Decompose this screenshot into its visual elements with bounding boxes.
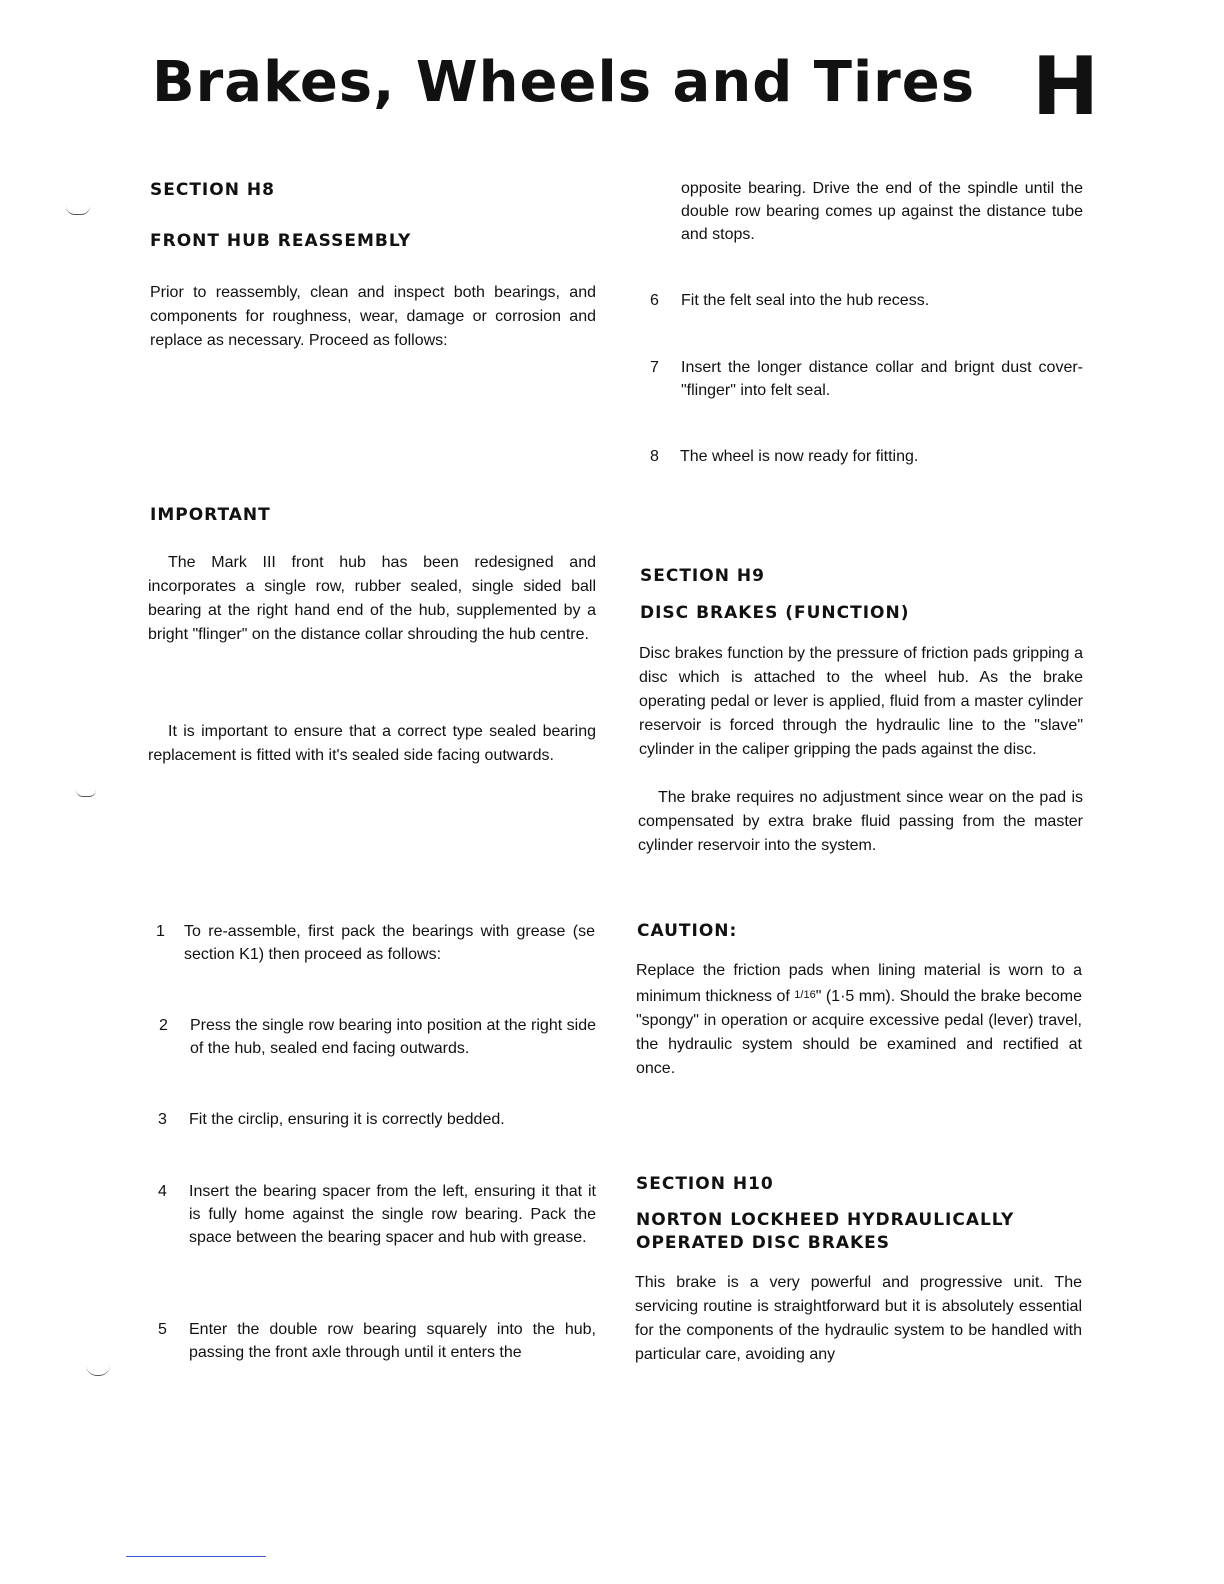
step-text: Fit the circlip, ensuring it is correctly bedded. [189, 1111, 505, 1128]
step-4 [158, 1180, 596, 1276]
step-7 [650, 356, 1083, 404]
norton-lockheed-paragraph: This brake is a very powerful and progressive unit. The servicing routine is straightforward but it is absolutely essential for the components of the hydraulic system to be handled with particular care, avoiding any [635, 1274, 1082, 1363]
caution-text-end: " (1·5 mm). Should the brake become "spongy" in operation or acquire excessive pedal (lever) travel, the hydraulic system should be examined and rectified at once. [636, 988, 1082, 1077]
step-number: 5 [158, 1321, 167, 1338]
norton-lockheed-heading-line-1: NORTON LOCKHEED HYDRAULICALLY [636, 1210, 1015, 1230]
step-text: The wheel is now ready for fitting. [680, 448, 919, 465]
step-8 [650, 445, 1083, 469]
section-h8-heading: SECTION H8 [150, 180, 275, 200]
disc-brakes-function-heading: DISC BRAKES (FUNCTION) [640, 603, 910, 623]
important-paragraph-1: The Mark III front hub has been redesigned and incorporates a single row, rubber sealed, single sided ball bearing at the right hand end of the hub, supplemented by a bright "flinger" on the distance collar shrouding the hub centre. [148, 554, 596, 643]
section-h10-heading: SECTION H10 [636, 1174, 774, 1194]
page-title: Brakes, Wheels and Tires [152, 50, 976, 115]
step-number: 1 [156, 923, 165, 940]
fraction-1-16: 1/16 [794, 989, 816, 1001]
step-2 [159, 1014, 596, 1062]
important-paragraph-2: It is important to ensure that a correct type sealed bearing replacement is fitted with it's sealed side facing outwards. [148, 723, 596, 764]
step-5 [158, 1318, 596, 1366]
norton-lockheed-heading-line-2: OPERATED DISC BRAKES [636, 1233, 890, 1253]
scan-mark [66, 206, 90, 215]
step-number: 2 [159, 1017, 168, 1034]
important-heading: IMPORTANT [150, 505, 271, 525]
step-text: Insert the bearing spacer from the left, ensuring it that it is fully home against the single row bearing. Pack the space between the bearing spacer and hub with grease. [189, 1183, 596, 1246]
scan-mark [86, 1365, 110, 1376]
bottom-rule [126, 1556, 266, 1557]
section-h9-heading: SECTION H9 [640, 566, 765, 586]
step-text: Fit the felt seal into the hub recess. [681, 292, 930, 309]
scan-mark [76, 790, 96, 797]
step-number: 6 [650, 292, 659, 309]
step-6 [650, 289, 1083, 313]
step-text: Press the single row bearing into position at the right side of the hub, sealed end facing outwards. [190, 1017, 596, 1057]
front-hub-reassembly-heading: FRONT HUB REASSEMBLY [150, 231, 412, 251]
step-number: 4 [158, 1183, 167, 1200]
disc-brakes-paragraph-1: Disc brakes function by the pressure of friction pads gripping a disc which is attached to the wheel hub. As the brake operating pedal or lever is applied, fluid from a master cylinder reservoir is forced through the hydraulic line to the "slave" cylinder in the caliper gripping the pads against the disc. [639, 645, 1083, 758]
step-text: To re-assemble, first pack the bearings with grease (se section K1) then proceed as follows: [184, 923, 595, 963]
step-number: 8 [650, 448, 659, 465]
step-3 [158, 1108, 596, 1132]
caution-text-start: Replace the friction pads when lining material is worn to a minimum thickness of [636, 962, 1082, 1005]
chapter-letter: H [1032, 40, 1099, 133]
step-number: 7 [650, 359, 659, 376]
step-number: 3 [158, 1111, 167, 1128]
caution-paragraph [636, 959, 1082, 1081]
disc-brakes-paragraph-2: The brake requires no adjustment since wear on the pad is compensated by extra brake fluid passing from the master cylinder reservoir into the system. [638, 789, 1083, 854]
step-1 [156, 920, 596, 968]
step-text: Enter the double row bearing squarely into the hub, passing the front axle through until it enters the [189, 1321, 596, 1361]
caution-heading: CAUTION: [637, 921, 738, 941]
step-text: Insert the longer distance collar and brignt dust cover-"flinger" into felt seal. [681, 359, 1083, 399]
continuation-paragraph: opposite bearing. Drive the end of the spindle until the double row bearing comes up against the distance tube and stops. [681, 180, 1083, 243]
intro-paragraph: Prior to reassembly, clean and inspect both bearings, and components for roughness, wear, damage or corrosion and replace as necessary. Proceed as follows: [150, 284, 596, 349]
